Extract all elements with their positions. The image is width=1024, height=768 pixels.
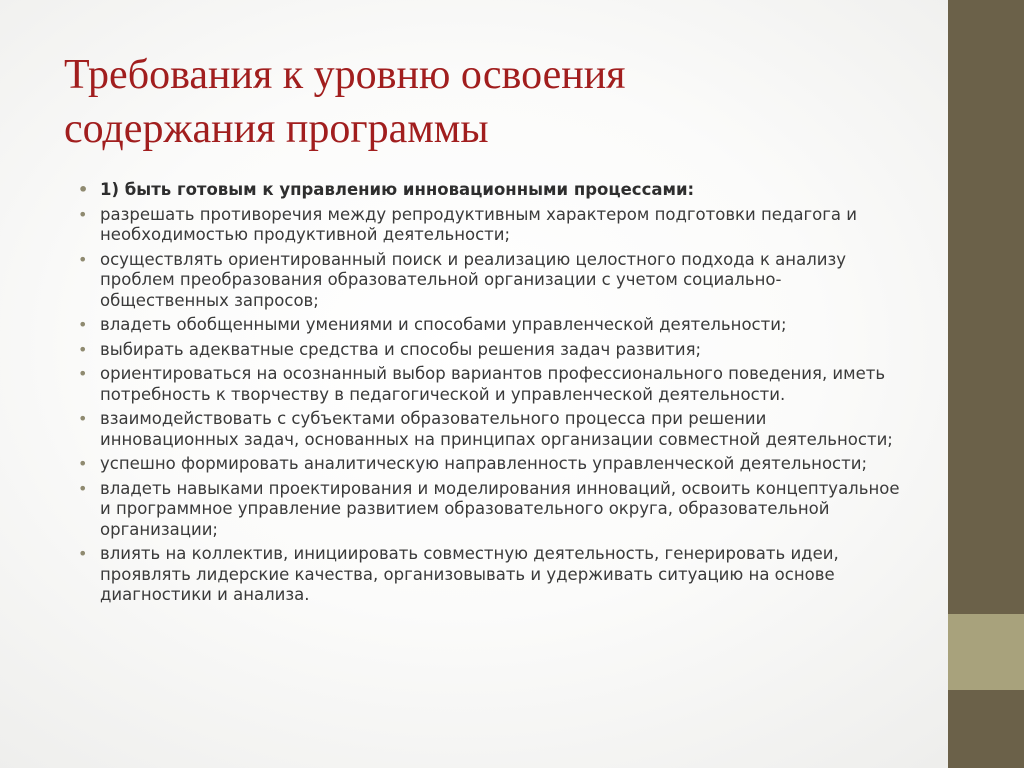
list-item-text: взаимодействовать с субъектами образовательного процесса при решении инновационных задач, основанных на принципах организации совместной деятельности; [100, 409, 893, 449]
bullet-icon: • [78, 478, 88, 498]
list-item-text: влиять на коллектив, инициировать совместную деятельность, генерировать идеи, проявлять лидерские качества, организовывать и удерживать ситуацию на основе диагностики и анализа. [100, 544, 839, 604]
list-item [78, 454, 908, 475]
bullet-icon: • [78, 454, 88, 473]
list-item [78, 544, 908, 606]
slide-title-line-2: содержания программы [64, 106, 489, 152]
list-item [78, 205, 908, 246]
bullet-icon: • [78, 409, 88, 428]
list-item-text: 1) быть готовым к управлению инновационными процессами: [100, 180, 695, 199]
list-item [78, 409, 908, 450]
list-item [78, 250, 908, 312]
list-item [78, 180, 908, 201]
list-item-text: выбирать адекватные средства и способы решения задач развития; [100, 339, 702, 359]
bullet-icon: • [78, 339, 88, 359]
bullet-icon: • [78, 544, 88, 563]
bullet-icon: • [78, 315, 88, 334]
slide-title [64, 48, 924, 156]
list-item [78, 364, 908, 405]
bullet-icon: • [78, 364, 88, 383]
list-item-text: владеть навыками проектирования и моделирования инноваций, освоить концептуальное и программное управление развитием образовательного округа, образовательной организации; [100, 478, 900, 539]
list-item-text: осуществлять ориентированный поиск и реализацию целостного подхода к анализу проблем преобразования образовательной организации с учетом социально-общественных запросов; [100, 249, 847, 310]
bullet-icon: • [78, 204, 88, 224]
bullet-icon: • [78, 249, 88, 269]
list-item [78, 340, 908, 361]
bullet-icon: • [78, 180, 89, 199]
list-item-text: разрешать противоречия между репродуктивным характером подготовки педагога и необходимостью продуктивной деятельности; [100, 204, 857, 244]
side-decor-accent-block [948, 614, 1024, 690]
list-item-text: владеть обобщенными умениями и способами управленческой деятельности; [100, 315, 787, 334]
list-item-text: успешно формировать аналитическую направленность управленческой деятельности; [100, 454, 868, 473]
slide-title-line-1: Требования к уровню освоения [64, 52, 626, 98]
list-item [78, 315, 908, 336]
list-item-text: ориентироваться на осознанный выбор вариантов профессионального поведения, иметь потребность к творчеству в педагогической и управленческой деятельности. [100, 364, 886, 404]
bullet-list [78, 180, 908, 610]
list-item [78, 479, 908, 541]
